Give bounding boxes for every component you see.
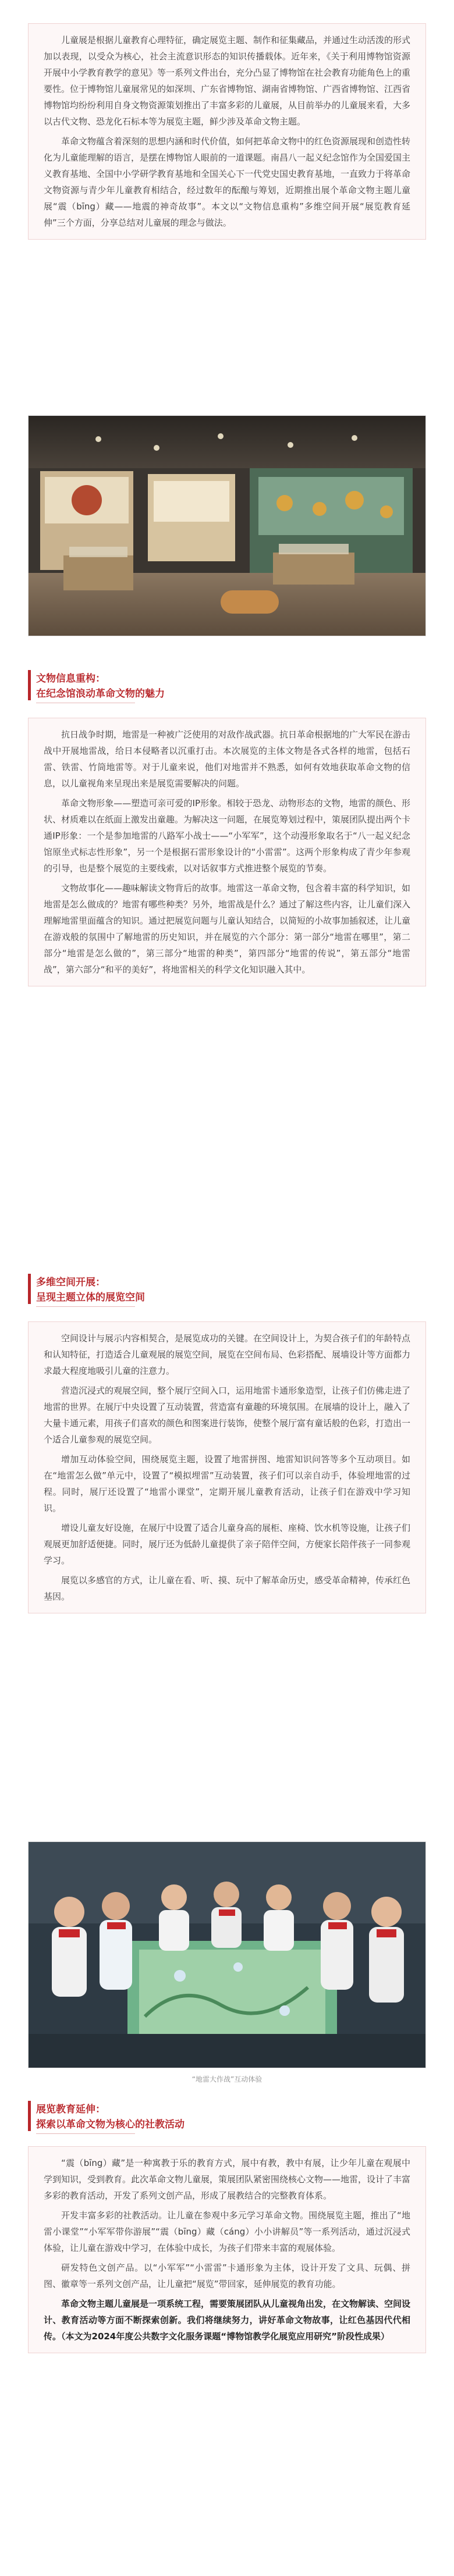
section-1-subtitle: 在纪念馆浪动革命文物的魅力 bbox=[36, 688, 165, 700]
section-3-header bbox=[28, 2098, 214, 2137]
section-2-title: 多维空间开展： bbox=[36, 1277, 105, 1288]
section-2-paragraph-5: 展览以多感官的方式，让儿童在看、听、摸、玩中了解革命历史，感受革命精神，传承红色基因。 bbox=[44, 1575, 411, 1602]
section-1-text-box bbox=[28, 718, 426, 986]
section-1-paragraph-2: 革命文物形象——塑造可亲可爱的IP形象。相较于恐龙、动物形态的文物，地雷的颜色、形状、材质难以在纸面上激发出童趣。为解决这一问题，在展览筹划过程中，策展团队提出两个卡通IP形象：一个是参加地雷的八路军小战士——“小军军”，这个动漫形象取名于“八一起义纪念馆原坐式标志性形象”，另一个是根据石雷形象设计的“小雷雷”。这两个形象构成了青少年参观的引导，也是整个展览的主要线索，以对话叙事方式推进整个展览的节奏。 bbox=[44, 798, 411, 874]
section-1-paragraph-3: 文物故事化——趣味解读文物背后的故事。地雷这一革命文物，包含着丰富的科学知识，如地雷是怎么做成的？地雷有哪些种类？另外，地雷战是什么？通过了解这些内容，让儿童们深入理解地雷里面蕴含的知识。通过把展览问题与儿童认知结合，以简短的小故事加插叙述，让儿童在游戏般的氛围中了解地雷的历史知识，并在展览的六个部分：第一部分“地雷在哪里”，第二部分“地雷是怎么做的”，第三部分“地雷的种类”，第四部分“地雷的传说”，第五部分“地雷战”，第六部分“和平的美好”，将地雷相关的科学文化知识融入其中。 bbox=[44, 883, 411, 975]
intro-paragraph-2: 革命文物蕴含着深刻的思想内涵和时代价值，如何把革命文物中的红色资源展现和创造性转化为儿童能理解的语言，是摆在博物馆人眼前的一道课题。南昌八一起义纪念馆作为全国爱国主义教育基地、全国中小学研学教育基地和全国关心下一代党史国史教育基地，一直致力于将革命文物资源与青少年儿童教育相结合，经过数年的酝酿与筹划，近期推出展个革命文物主题儿童展“震（bīng）藏——地震的神奇故事”。本文以“文物信息重构”多维空间开展“展览教育延伸”三个方面，分享总结对儿童展的理念与做法。 bbox=[44, 136, 411, 228]
intro-text-box bbox=[28, 23, 426, 240]
exhibition-hall-photo bbox=[28, 415, 426, 636]
section-3-text-box bbox=[28, 2146, 426, 2353]
section-2-paragraph-2: 营造沉浸式的观展空间，整个展厅空间入口，运用地雷卡通形象造型，让孩子们仿佛走进了地雷的世界。在展厅中央设置了互动装置，营造富有童趣的环境氛围。在展墙的设计上，融入了大量卡通元素，用孩子们喜欢的颜色和图案进行装饰，使整个展厅富有童话般的色彩，打造出一个适合儿童参观的展览空间。 bbox=[44, 1385, 411, 1445]
section-2-paragraph-1: 空间设计与展示内容相契合，是展览成功的关键。在空间设计上，为契合孩子们的年龄特点和认知特征，打造适合儿童观展的展览空间，展览在空间布局、色彩搭配、展墙设计等方面都力求最大程度地吸引儿童的注意力。 bbox=[44, 1333, 411, 1376]
section-divider bbox=[36, 2133, 135, 2134]
section-3-title: 展览教育延伸： bbox=[36, 2104, 105, 2115]
section-3-paragraph-3: 研发特色文创产品。以“小军军”“小雷雷”卡通形象为主体，设计开发了文具、玩偶、拼图、徽章等一系列文创产品，让儿童把“展览”带回家，延伸展览的教育功能。 bbox=[44, 2263, 410, 2289]
section-2-subtitle: 呈现主题立体的展览空间 bbox=[36, 1292, 145, 1303]
section-2-paragraph-4: 增设儿童友好设施，在展厅中设置了适合儿童身高的展柜、座椅、饮水机等设施，让孩子们观展更加舒适便捷。同时，展厅还为低龄儿童提供了亲子陪伴空间，方便家长陪伴孩子一同参观学习。 bbox=[44, 1523, 411, 1566]
section-1-header bbox=[28, 668, 203, 706]
section-1-title: 文物信息重构： bbox=[36, 673, 105, 685]
section-3-paragraph-1: “震（bīng）藏”是一种寓教于乐的教育方式，展中有教，教中有展，让少年儿童在观展中学到知识，受到教育。此次革命文物儿童展，策展团队紧密围绕核心文物——地雷，设计了丰富多彩的教育活动，开发了系列文创产品，形成了展教结合的完整教育体系。 bbox=[44, 2158, 411, 2201]
section-3-paragraph-4: 革命文物主题儿童展是一项系统工程，需要策展团队从儿童视角出发，在文物解读、空间设计、教育活动等方面不断探索创新。我们将继续努力，讲好革命文物故事，让红色基因代代相传。（本文为2024年度公共数字文化服务课题“博物馆教学化展览应用研究”阶段性成果） bbox=[44, 2299, 411, 2342]
section-divider bbox=[36, 1306, 135, 1307]
section-marker bbox=[28, 2101, 31, 2131]
section-1-paragraph-1: 抗日战争时期，地雷是一种被广泛使用的对敌作战武器。抗日革命根据地的广大军民在游击战中开展地雷战，给日本侵略者以沉重打击。本次展览的主体文物是各式各样的地雷，包括石雷、铁雷、竹筒地雷等。对于儿童来说，他们对地雷并不熟悉，如何有效地获取革命文物的信息，以儿童视角来呈现出来是展览需要解决的问题。 bbox=[44, 729, 411, 789]
section-3-paragraph-2: 开发丰富多彩的社教活动。让儿童在参观中多元学习革命文物。围绕展览主题，推出了“地雷小课堂”“小军军带你游展”“震（bīng）藏（cáng）小小讲解员”等一系列活动，通过沉浸式体验，让儿童在游戏中学习，在体验中成长，为孩子们带来丰富的观展体验。 bbox=[44, 2210, 410, 2253]
intro-paragraph-1: 儿童展是根据儿童教育心理特征，确定展览主题、制作和征集藏品，并通过生动活泼的形式加以表现，以受众为核心，社会主流意识形态的知识传播载体。近年来，《关于利用博物馆资源开展中小学教育教学的意见》等一系列文件出台，充分凸显了博物馆在社会教育功能角色上的重要性。位于博物馆儿童展常见的如深圳、广东省博物馆、湖南省博物馆、广西省博物馆、江西省博物馆均纷纷利用自身文物资源策划推出了丰富多彩的儿童展，从目前举办的儿童展来看，大多以古代文物、恐龙化石标本等为展览主题，鲜少涉及革命文物主题。 bbox=[44, 35, 411, 127]
section-3-subtitle: 探索以革命文物为核心的社教活动 bbox=[36, 2119, 185, 2130]
interactive-experience-photo bbox=[28, 1841, 426, 2068]
section-2-header bbox=[28, 1271, 203, 1310]
section-marker bbox=[28, 670, 31, 700]
section-2-text-box bbox=[28, 1321, 426, 1613]
photo-caption: “地雷大作战”互动体验 bbox=[191, 2075, 263, 2083]
section-2-paragraph-3: 增加互动体验空间，围绕展览主题，设置了地雷拼图、地雷知识问答等多个互动项目。如在“地雷怎么做”单元中，设置了“模拟埋雷”互动装置，孩子们可以亲自动手，体验埋地雷的过程。同时，展厅还设置了“地雷小课堂”，定期开展儿童教育活动，让孩子们在游戏中学习知识。 bbox=[44, 1454, 410, 1513]
section-marker bbox=[28, 1274, 31, 1304]
